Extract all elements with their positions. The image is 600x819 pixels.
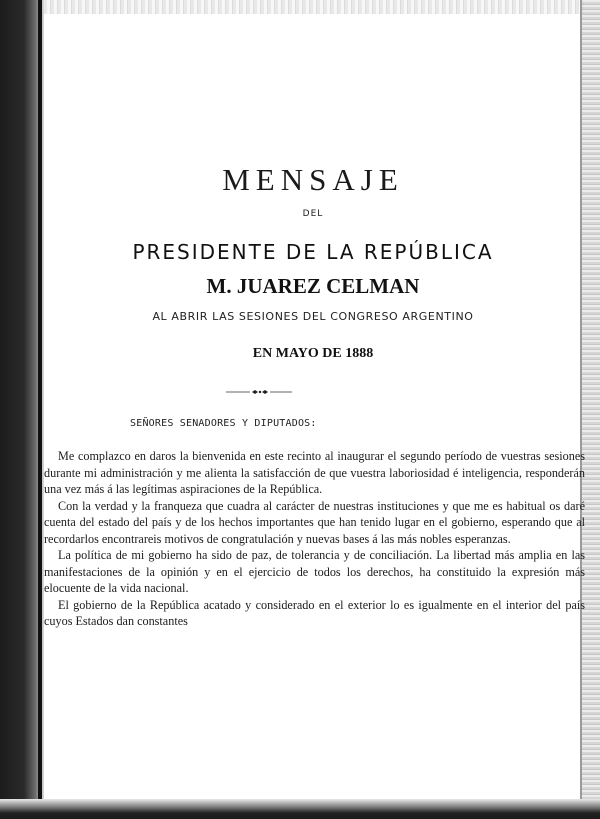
document-subtitle-small: DEL xyxy=(302,209,324,219)
president-name: M. JUAREZ CELMAN xyxy=(206,274,420,298)
scanner-edge-bottom xyxy=(0,799,600,819)
paragraph: Me complazco en daros la bienvenida en este recinto al inaugurar el segundo período de vuestras sesiones durante mi administración y me alienta la satisfacción de que vuestra laboriosidad é inteligencia, responderán una vez más á las legítimas aspiraciones de la República. xyxy=(44,449,585,496)
scanner-edge-top xyxy=(44,0,584,14)
scanner-edge-right xyxy=(582,0,600,819)
document-title: MENSAJE xyxy=(222,162,404,197)
ornamental-rule-icon xyxy=(226,389,292,395)
scanner-edge-shadow xyxy=(38,0,42,819)
occasion-line: AL ABRIR LAS SESIONES DEL CONGRESO ARGENTINO xyxy=(152,310,474,323)
salutation: SEÑORES SENADORES Y DIPUTADOS: xyxy=(130,418,317,429)
paragraph: Con la verdad y la franqueza que cuadra al carácter de nuestras instituciones y que me es habitual os daré cuenta del estado del país y de los hechos importantes que han tenido lugar en el gobierno, esperando que al recordarlos encontrareis motivos de congratulación y nuevas bases á las más nobles esperanzas. xyxy=(44,498,585,546)
date-line: EN MAYO DE 1888 xyxy=(252,346,374,361)
message-body xyxy=(44,448,585,630)
document-page xyxy=(44,14,585,799)
paragraph: La política de mi gobierno ha sido de paz, de tolerancia y de conciliación. La libertad más amplia en las manifestaciones de la opinión y en el ejercicio de todos los derechos, ha constituido la expresión más elocuente de la vida nacional. xyxy=(44,548,585,595)
document-heading: PRESIDENTE DE LA REPÚBLICA xyxy=(132,240,494,264)
paragraph: El gobierno de la República acatado y considerado en el exterior lo es igualmente en el interior del país cuyos Estados dan constantes xyxy=(44,597,585,628)
